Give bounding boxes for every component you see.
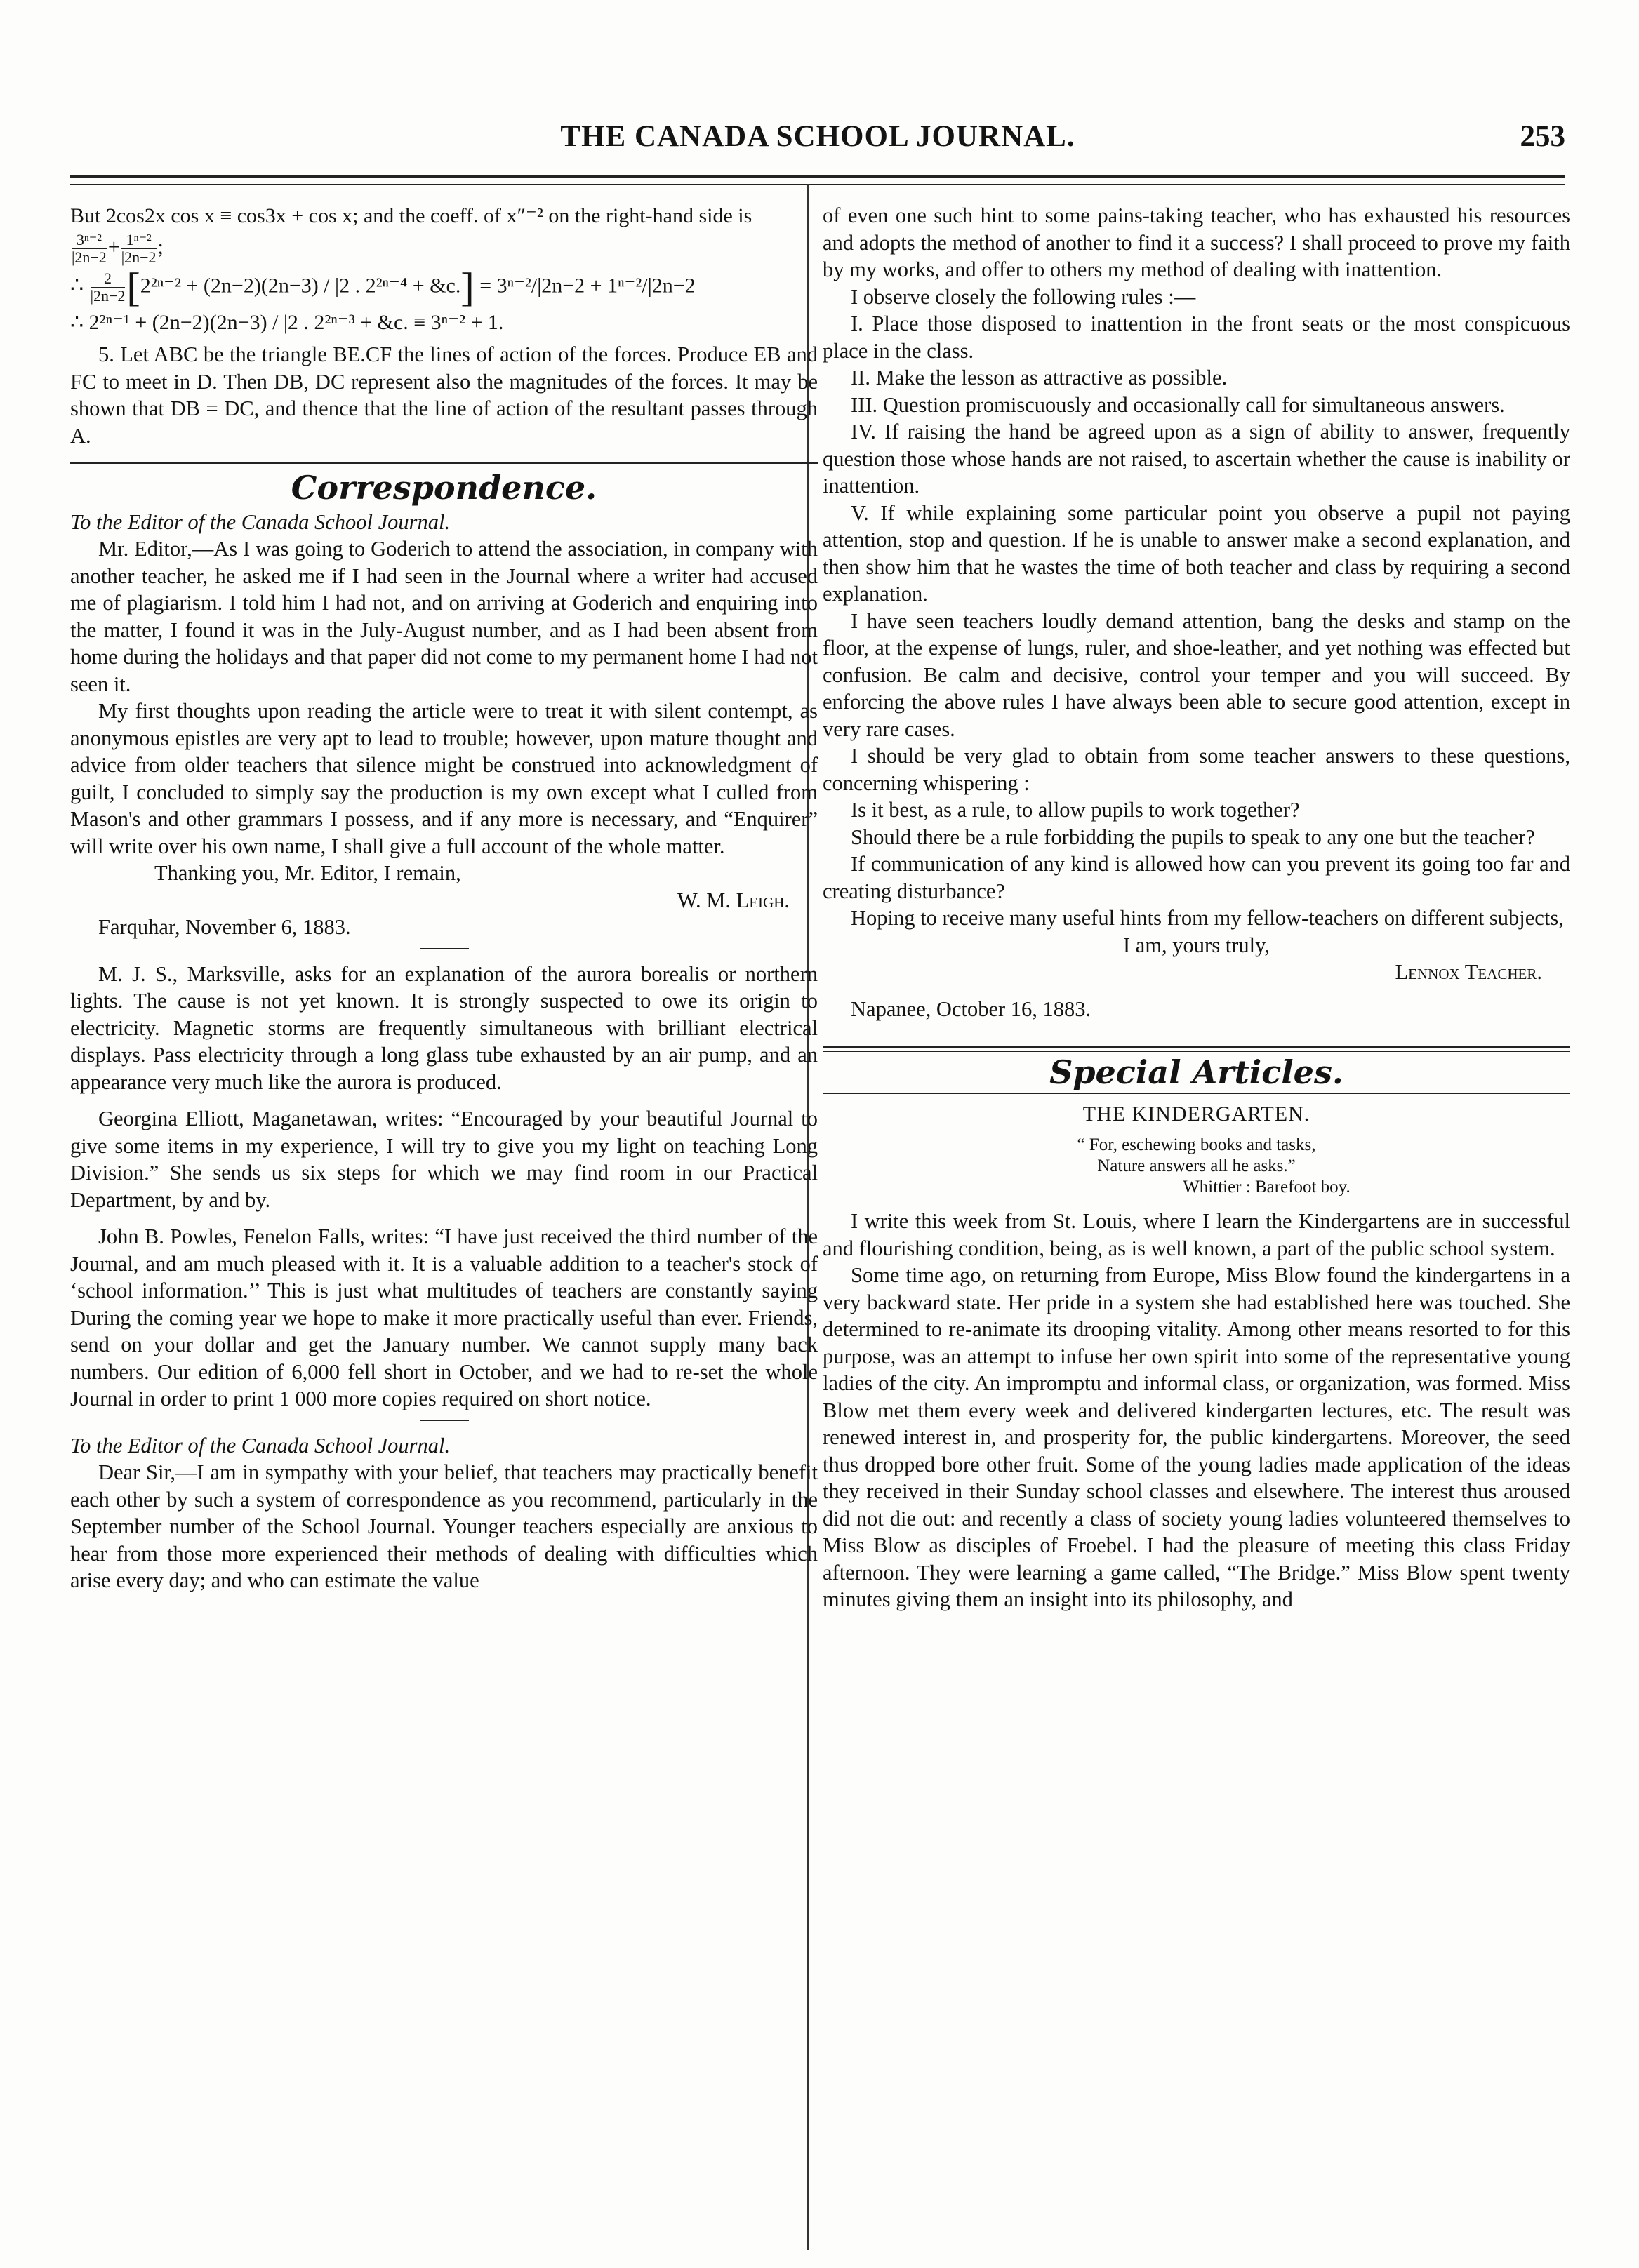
rule-item: II. Make the lesson as attractive as possible.: [851, 366, 1228, 389]
section-rule: [823, 1046, 1570, 1048]
math-equation-2: ∴ 2²ⁿ⁻¹ + (2n−2)(2n−3) / |2 . 2²ⁿ⁻³ + &c. ≡ 3ⁿ⁻² + 1.: [70, 311, 504, 334]
separator: [420, 948, 469, 949]
letter-closing: Thanking you, Mr. Editor, I remain,: [154, 861, 461, 885]
article-paragraph: I write this week from St. Louis, where I learn the Kindergartens are in successful and flourishing condition, being, as is well known, a part of the public school system.: [823, 1209, 1570, 1260]
math-equation-1: ∴ $\frac{2}{|2n-2}$ [2²ⁿ⁻² + (2n−2)(2n−3) / |2 . 2²ⁿ⁻⁴ + &c.] = 3ⁿ⁻²/|2n−2 + 1ⁿ⁻²/|2n−2: [70, 264, 696, 310]
letter-paragraph: Mr. Editor,—As I was going to Goderich to attend the association, in company with another teacher, he asked me if I had seen in the Journal where a writer had accused me of plagiarism. I told him I had not, and on arriving at Goderich and enquiring into the matter, I found it was in the July-August number, and as I had been absent from home during the holidays and that paper did not come to my permanent home I had not seen it.: [70, 537, 818, 696]
letter-continuation: of even one such hint to some pains-taking teacher, who has exhausted his resources and adopts the method of another to find it a success? I shall proceed to prove my faith by my works, and offer to others my method of dealing with inattention.: [823, 204, 1570, 281]
reader-letter: John B. Powles, Fenelon Falls, writes: “I have just received the third number of the Journal, and am much pleased with it. It is a valuable addition to a teacher's stock of ‘school information.’’ This is just what multitudes of teachers are constantly saying During the coming year we hope to make it more practically useful than ever. Friends, send on your dollar and get the January number. We cannot supply many back numbers. Our edition of 6,000 fell short in October, and we had to re-set the whole Journal in order to print 1 000 more copies required on short notice.: [70, 1225, 818, 1410]
rule-item: IV. If raising the hand be agreed upon as a sign of ability to answer, frequently question those whose hands are not raised, to ascertain whether the cause is inability or inattention.: [823, 420, 1570, 498]
fraction: $\frac{\text{3ⁿ⁻²}}{|2n-2}$: [72, 231, 107, 266]
letter-place-date: Napanee, October 16, 1883.: [851, 996, 1091, 1021]
left-column: [70, 202, 818, 2251]
fraction: $\frac{\text{1ⁿ⁻²}}{|2n-2}$: [121, 231, 157, 266]
problem-5: 5. Let ABC be the triangle BE.CF the lines of action of the forces. Produce EB and FC to meet in D. Then DB, DC represent also the magnitudes of the forces. It may be shown that DB = DC, and thence that the line of action of the resultant passes through A.: [70, 342, 818, 448]
letter-closing: I am, yours truly,: [1123, 933, 1270, 957]
reader-query: M. J. S., Marksville, asks for an explanation of the aurora borealis or northern lights. The cause is not yet known. It is strongly suspected to owe its origin to electricity. Magnetic storms are frequently simultaneous with brilliant electrical displays. Pass electricity through a long glass tube exhausted by an air pump, and an appearance very much like the aurora is produced.: [70, 961, 818, 1094]
math-rhs-terms: $\frac{\text{3ⁿ⁻²}}{|2n-2}$ + $\frac{\text{1ⁿ⁻²}}{|2n-2}$ ;: [72, 231, 164, 266]
question-item: If communication of any kind is allowed how can you prevent its going too far and creating disturbance?: [823, 852, 1570, 903]
header-rule-thin: [70, 184, 1565, 185]
letter-paragraph: I have seen teachers loudly demand attention, bang the desks and stamp on the floor, at the expense of lungs, ruler, and shoe-leather, and yet nothing was effected but confusion. Be calm and decisive, control your temper and you will succeed. By enforcing the above rules I have always been able to secure good attention, except in very rare cases.: [823, 608, 1570, 741]
letter-salutation: To the Editor of the Canada School Journal.: [70, 1433, 451, 1457]
section-rule-thin: [823, 1051, 1570, 1052]
letter-paragraph: Hoping to receive many useful hints from my fellow-teachers on different subjects,: [851, 906, 1564, 930]
fraction: $\frac{2}{|2n-2}$: [90, 269, 126, 305]
question-item: Is it best, as a rule, to allow pupils to work together?: [851, 798, 1300, 822]
epigraph: [823, 1135, 1570, 1198]
math-solution: [70, 202, 818, 337]
rule-item: V. If while explaining some particular point you observe a pupil not paying attention, stop and question. If he is unable to answer make a second explanation, and then show him that he wastes the time of both teacher and class by requiring a second explanation.: [823, 500, 1570, 606]
right-column: [823, 202, 1570, 2251]
article-paragraph: Some time ago, on returning from Europe, Miss Blow found the kindergartens in a very backward state. Her pride in a system she had established here was touched. She determined to re-animate its drooping vitality. Among other means resorted to for this purpose, was an attempt to infuse her own spirit into some of the representative young ladies of the city. An impromptu and informal class, or organization, was formed. Miss Blow met them every week and delivered kindergarten lectures, etc. The result was renewed interest in, and prosperity for, the public kindergartens. Moreover, the seed thus dropped bore other fruit. Some of the young ladies made application of the ideas they received in their Sunday school classes and elsewhere. The interest thus aroused did not die out: and recently a class of society young ladies volunteered themselves to Miss Blow as disciples of Froebel. I had the pleasure of meeting this class Friday afternoon. They were learning a game called, “The Bridge.” Miss Blow spent twenty minutes giving them an insight into its philosophy, and: [823, 1263, 1570, 1611]
section-heading-correspondence: Correspondence.: [291, 469, 597, 507]
letter-signature: W. M. Leigh.: [677, 888, 790, 912]
bracket-content: 2²ⁿ⁻² + (2n−2)(2n−3) / |2 . 2²ⁿ⁻⁴ + &c.: [140, 274, 461, 298]
epigraph-line: Nature answers all he asks.”: [1097, 1156, 1296, 1175]
journal-title: THE CANADA SCHOOL JOURNAL.: [560, 120, 1075, 153]
letter-paragraph: I should be very glad to obtain from some teacher answers to these questions, concerning whispering :: [823, 744, 1570, 795]
question-item: Should there be a rule forbidding the pupils to speak to any one but the teacher?: [851, 825, 1535, 849]
equation-rhs: = 3ⁿ⁻²/|2n−2 + 1ⁿ⁻²/|2n−2: [479, 274, 696, 298]
reader-letter: Georgina Elliott, Maganetawan, writes: “Encouraged by your beautiful Journal to give some items in my experience, I will try to give you my light on teaching Long Division.” She sends us six steps for which we may find room in our Practical Department, by and by.: [70, 1107, 818, 1212]
separator: [420, 1420, 469, 1421]
section-rule-thin: [823, 1093, 1570, 1094]
header-rule: [70, 175, 1565, 178]
letter-signature: Lennox Teacher.: [1395, 960, 1542, 984]
section-rule: [70, 462, 818, 464]
section-heading-special-articles: Special Articles.: [1049, 1053, 1343, 1091]
rule-item: I. Place those disposed to inattention in the front seats or the most conspicuous place in the class.: [823, 312, 1570, 363]
epigraph-line: “ For, eschewing books and tasks,: [1077, 1135, 1316, 1154]
rules-intro: I observe closely the following rules :—: [851, 284, 1196, 309]
letter-paragraph: My first thoughts upon reading the article were to treat it with silent contempt, as anonymous epistles are very apt to lead to trouble; however, upon mature thought and advice from older teachers that silence might be construed into acknowledgment of guilt, I concluded to simply say the production is my own except what I culled from Mason's and other grammars I possess, and if any more is necessary, and “Enquirer” will write over his own name, I shall give a full account of the whole matter.: [70, 699, 818, 858]
page-header: [70, 119, 1565, 168]
page-number: 253: [1520, 120, 1565, 153]
letter-place-date: Farquhar, November 6, 1883.: [98, 915, 351, 939]
letter-salutation: To the Editor of the Canada School Journal.: [70, 509, 451, 534]
rule-item: III. Question promiscuously and occasionally call for simultaneous answers.: [851, 392, 1505, 417]
math-intro: But 2cos2x cos x ≡ cos3x + cos x; and the coeff. of x″⁻² on the right-hand side is: [70, 204, 752, 227]
letter-paragraph: Dear Sir,—I am in sympathy with your belief, that teachers may practically benefit each other by such a system of correspondence as you recommend, particularly in the September number of the School Journal. Younger teachers especially are anxious to hear from those more experienced their methods of dealing with difficulties which arise every day; and who can estimate the value: [70, 1460, 818, 1592]
epigraph-attribution: Whittier : Barefoot boy.: [1183, 1178, 1351, 1196]
article-title: THE KINDERGARTEN.: [1082, 1102, 1310, 1126]
